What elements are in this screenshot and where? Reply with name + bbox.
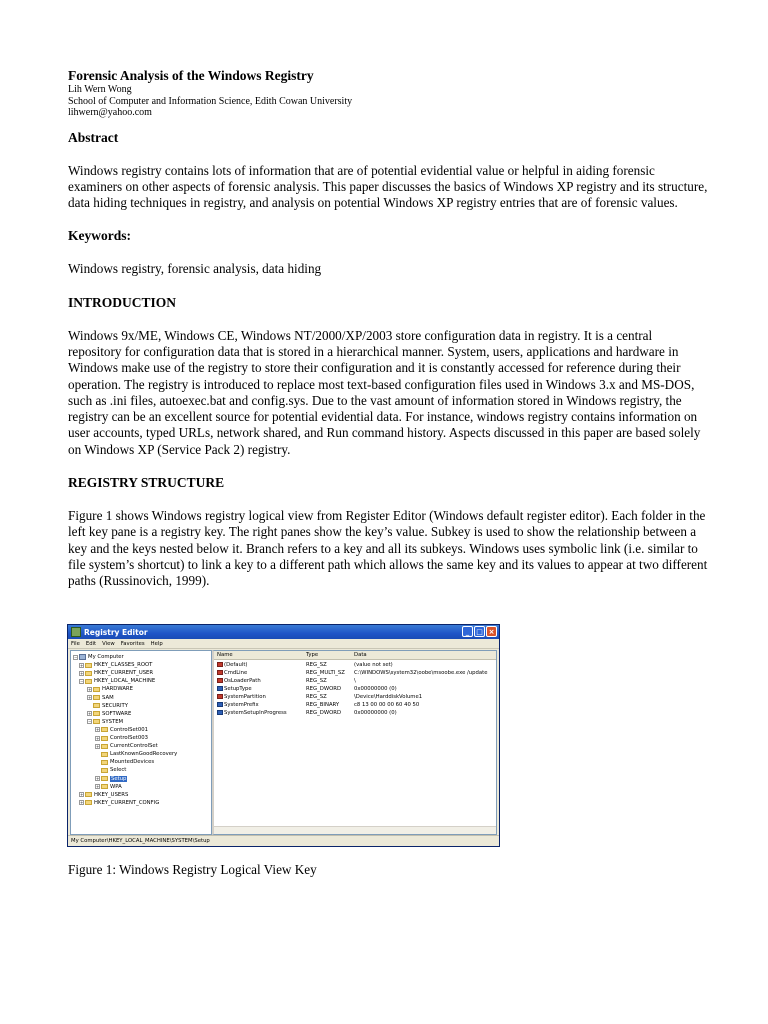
tree-node-label: WPA [110, 783, 122, 790]
value-row [214, 685, 496, 693]
folder-icon [101, 752, 108, 757]
abstract-heading: Abstract [68, 129, 119, 145]
tree-node-label: HKEY_CURRENT_USER [94, 670, 154, 677]
column-header-type: Type [306, 652, 319, 658]
tree-node [87, 702, 128, 710]
tree-node-label: Select [110, 767, 127, 774]
folder-icon [101, 784, 108, 789]
value-type: REG_DWORD [306, 710, 342, 716]
tree-node [87, 718, 123, 726]
registry-editor-figure [67, 624, 500, 847]
value-name: (Default) [224, 662, 248, 668]
author-affiliation: School of Computer and Information Science, Edith Cowan University [68, 95, 353, 107]
tree-node [79, 669, 153, 677]
menu-favorites: Favorites [120, 640, 145, 647]
menu-edit: Edit [85, 640, 97, 647]
tree-node [95, 758, 154, 766]
folder-icon [101, 776, 108, 781]
value-type: REG_SZ [306, 694, 327, 700]
value-type: REG_BINARY [306, 702, 340, 708]
expand-icon: + [88, 686, 92, 692]
tree-node-label: MountedDevices [110, 759, 155, 766]
menu-view: View [102, 640, 115, 647]
tree-node [79, 677, 155, 685]
value-data: C:\WINDOWS\system32\oobe\msoobe.exe /update [354, 670, 488, 676]
value-row [214, 693, 496, 701]
tree-node [95, 750, 177, 758]
tree-node [95, 783, 122, 791]
tree-node-label: SECURITY [102, 702, 128, 709]
value-data: \ [354, 678, 356, 684]
folder-icon [101, 768, 108, 773]
tree-node [95, 734, 148, 742]
tree-node [95, 766, 126, 774]
status-path: My Computer\HKEY_LOCAL_MACHINE\SYSTEM\Setup [71, 838, 210, 844]
tree-node [73, 653, 124, 661]
binary-value-icon [217, 710, 223, 715]
value-name: SystemPartition [224, 694, 266, 700]
tree-node-label: HKEY_CURRENT_CONFIG [94, 799, 160, 806]
tree-node [87, 710, 131, 718]
tree-node [79, 791, 128, 799]
abstract-text: Windows registry contains lots of information that are of potential evidential value or helpful in aiding forensic examiners on other aspects of forensic analysis. This paper discusses the basics of Windows XP registry and its structure, data hiding techniques in registry, and analysis on potential Windows XP registry entries that are of forensic values. [68, 162, 708, 211]
value-row [214, 701, 496, 709]
folder-icon [93, 687, 100, 692]
expand-icon: + [80, 662, 84, 668]
value-type: REG_DWORD [306, 686, 342, 692]
tree-node [95, 726, 148, 734]
value-type: REG_SZ [306, 678, 327, 684]
value-row [214, 709, 496, 717]
string-value-icon [217, 662, 223, 667]
paper-body [68, 68, 708, 590]
expand-icon: + [80, 800, 84, 806]
value-name: SystemPrefix [224, 702, 259, 708]
expand-icon: + [96, 735, 100, 741]
value-type: REG_MULTI_SZ [306, 670, 345, 676]
value-data: 0x00000000 (0) [354, 686, 397, 692]
binary-value-icon [217, 686, 223, 691]
value-row [214, 677, 496, 685]
tree-node-label: SAM [102, 694, 114, 701]
folder-icon [85, 671, 92, 676]
registry-structure-text: Figure 1 shows Windows registry logical view from Register Editor (Windows default register editor). Each folder in the left key pane is a registry key. The right panes show the key’s value. Subkey is used to show the relationship between a key and the keys nested below it. Branch refers to a key and all its subkeys. Windows uses symbolic link (i.e. similar to file system’s shortcut) to link a key to a different path which allows the same key and its values to appear at two different paths (Russinovich, 1999). [68, 508, 708, 589]
tree-node-label: Setup [111, 775, 127, 782]
expand-icon: + [80, 670, 84, 676]
string-value-icon [217, 670, 223, 675]
tree-node [95, 742, 158, 750]
tree-node-label: HARDWARE [102, 686, 133, 693]
value-name: OsLoaderPath [224, 678, 261, 684]
folder-icon [85, 800, 92, 805]
value-name: SetupType [224, 686, 252, 692]
expand-icon: + [80, 792, 84, 798]
string-value-icon [217, 694, 223, 699]
collapse-icon: − [74, 654, 78, 660]
menu-file: File [71, 640, 80, 647]
tree-node [87, 694, 114, 702]
horizontal-scrollbar [214, 826, 496, 834]
author-name: Lih Wern Wong [68, 84, 132, 95]
column-header-name: Name [217, 652, 233, 658]
value-data: (value not set) [354, 662, 393, 668]
tree-node-label: HKEY_LOCAL_MACHINE [94, 678, 156, 685]
folder-icon [101, 760, 108, 765]
folder-icon [93, 719, 100, 724]
value-row [214, 669, 496, 677]
value-type: REG_SZ [306, 662, 327, 668]
folder-icon [93, 703, 100, 708]
folder-icon [85, 679, 92, 684]
menu-bar [68, 639, 499, 649]
folder-icon [85, 663, 92, 668]
tree-node-label: HKEY_USERS [94, 791, 129, 798]
paper-title: Forensic Analysis of the Windows Registry [68, 68, 314, 83]
value-data: 0x00000000 (0) [354, 710, 397, 716]
values-header [214, 651, 496, 660]
keywords-text: Windows registry, forensic analysis, data hiding [68, 261, 322, 277]
window-title: Registry Editor [84, 627, 148, 637]
expand-icon: + [96, 784, 100, 790]
values-pane [212, 650, 497, 835]
registry-editor-icon [71, 627, 81, 637]
expand-icon: + [88, 711, 92, 717]
collapse-icon: − [80, 678, 84, 684]
binary-value-icon [217, 702, 223, 707]
tree-node-label: ControlSet003 [110, 735, 148, 741]
tree-node-label: LastKnownGoodRecovery [110, 751, 178, 758]
tree-node-label: ControlSet001 [110, 726, 148, 733]
string-value-icon [217, 678, 223, 683]
keywords-heading: Keywords: [68, 228, 131, 244]
introduction-heading: INTRODUCTION [68, 294, 177, 310]
close-icon: × [486, 626, 497, 637]
value-row [214, 661, 496, 669]
author-email: lihwern@yahoo.com [68, 107, 152, 118]
maximize-icon: □ [474, 626, 485, 637]
window-titlebar [68, 625, 499, 639]
value-name: SystemSetupInProgress [224, 710, 287, 716]
value-name: CmdLine [224, 670, 248, 676]
value-data: \Device\HarddiskVolume1 [354, 694, 423, 700]
value-data: c8 13 00 00 00 60 40 50 [354, 702, 420, 708]
tree-node-label: HKEY_CLASSES_ROOT [94, 662, 153, 669]
folder-icon [93, 695, 100, 700]
folder-icon [101, 736, 108, 741]
expand-icon: + [88, 695, 92, 700]
tree-node [79, 799, 159, 807]
column-header-data: Data [354, 652, 367, 658]
registry-structure-heading: REGISTRY STRUCTURE [68, 475, 225, 491]
tree-node [95, 775, 127, 783]
menu-help: Help [150, 640, 163, 647]
tree-node-label: SOFTWARE [102, 710, 132, 717]
expand-icon: + [96, 776, 100, 781]
tree-node-label: SYSTEM [102, 718, 124, 725]
collapse-icon: − [88, 719, 92, 725]
folder-icon [101, 744, 108, 749]
expand-icon: + [96, 727, 100, 733]
folder-icon [85, 792, 92, 797]
tree-node-label: My Computer [88, 654, 124, 660]
tree-node [79, 661, 152, 669]
figure-caption: Figure 1: Windows Registry Logical View Key [68, 862, 317, 877]
tree-node-label: CurrentControlSet [110, 743, 158, 750]
folder-icon [101, 727, 108, 732]
tree-node [87, 685, 133, 693]
folder-icon [93, 711, 100, 716]
key-tree-pane [70, 650, 212, 835]
expand-icon: + [96, 743, 100, 749]
computer-icon [79, 654, 86, 660]
status-bar [68, 835, 499, 846]
introduction-text: Windows 9x/ME, Windows CE, Windows NT/2000/XP/2003 store configuration data in registry. It is a central repository for configuration data that is stored in a hierarchical manner. System, users, applications and hardware in Windows make use of the registry to store their configuration and it is constantly accessed for reference during their operation. The registry is introduced to replace most text-based configuration files used in Windows 3.x and MS-DOS, such as .ini files, autoexec.bat and config.sys. Due to the vast amount of information stored in Windows registry, the registry can be an excellent source for potential evidential data. For instance, windows registry contains information on user accounts, typed URLs, network shared, and Run command history. Aspects discussed in this paper are based solely on Windows XP (Service Pack 2) registry. [68, 327, 701, 457]
minimize-icon: _ [462, 626, 473, 637]
